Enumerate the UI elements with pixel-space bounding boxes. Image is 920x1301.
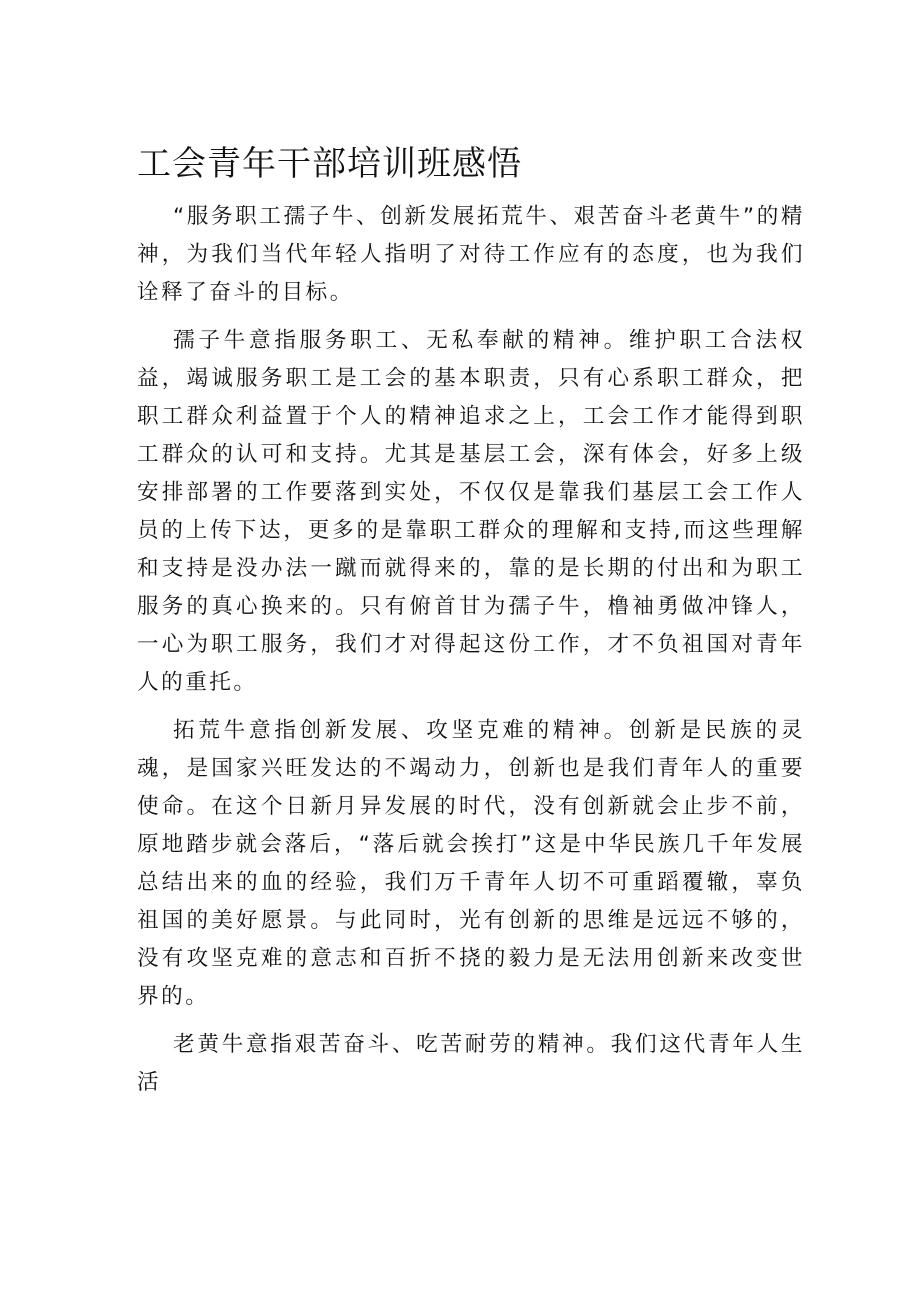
document-body: [137, 198, 805, 1112]
paragraph-tuohuang-niu: 拓荒牛意指创新发展、攻坚克难的精神。创新是民族的灵魂，是国家兴旺发达的不竭动力，创新也是我们青年人的重要使命。在这个日新月异发展的时代，没有创新就会止步不前，原地踏步就会落后，“落后就会挨打”这是中华民族几千年发展总结出来的血的经验，我们万千青年人切不可重蹈覆辙，辜负祖国的美好愿景。与此同时，光有创新的思维是远远不够的，没有攻坚克难的意志和百折不挠的毅力是无法用创新来改变世界的。: [137, 718, 805, 1009]
paragraph-ruzi-niu: 孺子牛意指服务职工、无私奉献的精神。维护职工合法权益，竭诚服务职工是工会的基本职责，只有心系职工群众，把职工群众利益置于个人的精神追求之上，工会工作才能得到职工群众的认可和支持。尤其是基层工会，深有体会，好多上级安排部署的工作要落到实处，不仅仅是靠我们基层工会工作人员的上传下达，更多的是靠职工群众的理解和支持,而这些理解和支持是没办法一蹴而就得来的，靠的是长期的付出和为职工服务的真心换来的。只有俯首甘为孺子牛，橹袖勇做冲锋人，一心为职工服务，我们才对得起这份工作，才不负祖国对青年人的重托。: [137, 328, 805, 695]
paragraph-intro: “服务职工孺子牛、创新发展拓荒牛、艰苦奋斗老黄牛”的精神，为我们当代年轻人指明了对待工作应有的态度，也为我们诠释了奋斗的目标。: [137, 204, 805, 305]
document-title: 工会青年干部培训班感悟: [137, 144, 522, 184]
paragraph-laohuang-niu: 老黄牛意指艰苦奋斗、吃苦耐劳的精神。我们这代青年人生活: [137, 1032, 805, 1095]
